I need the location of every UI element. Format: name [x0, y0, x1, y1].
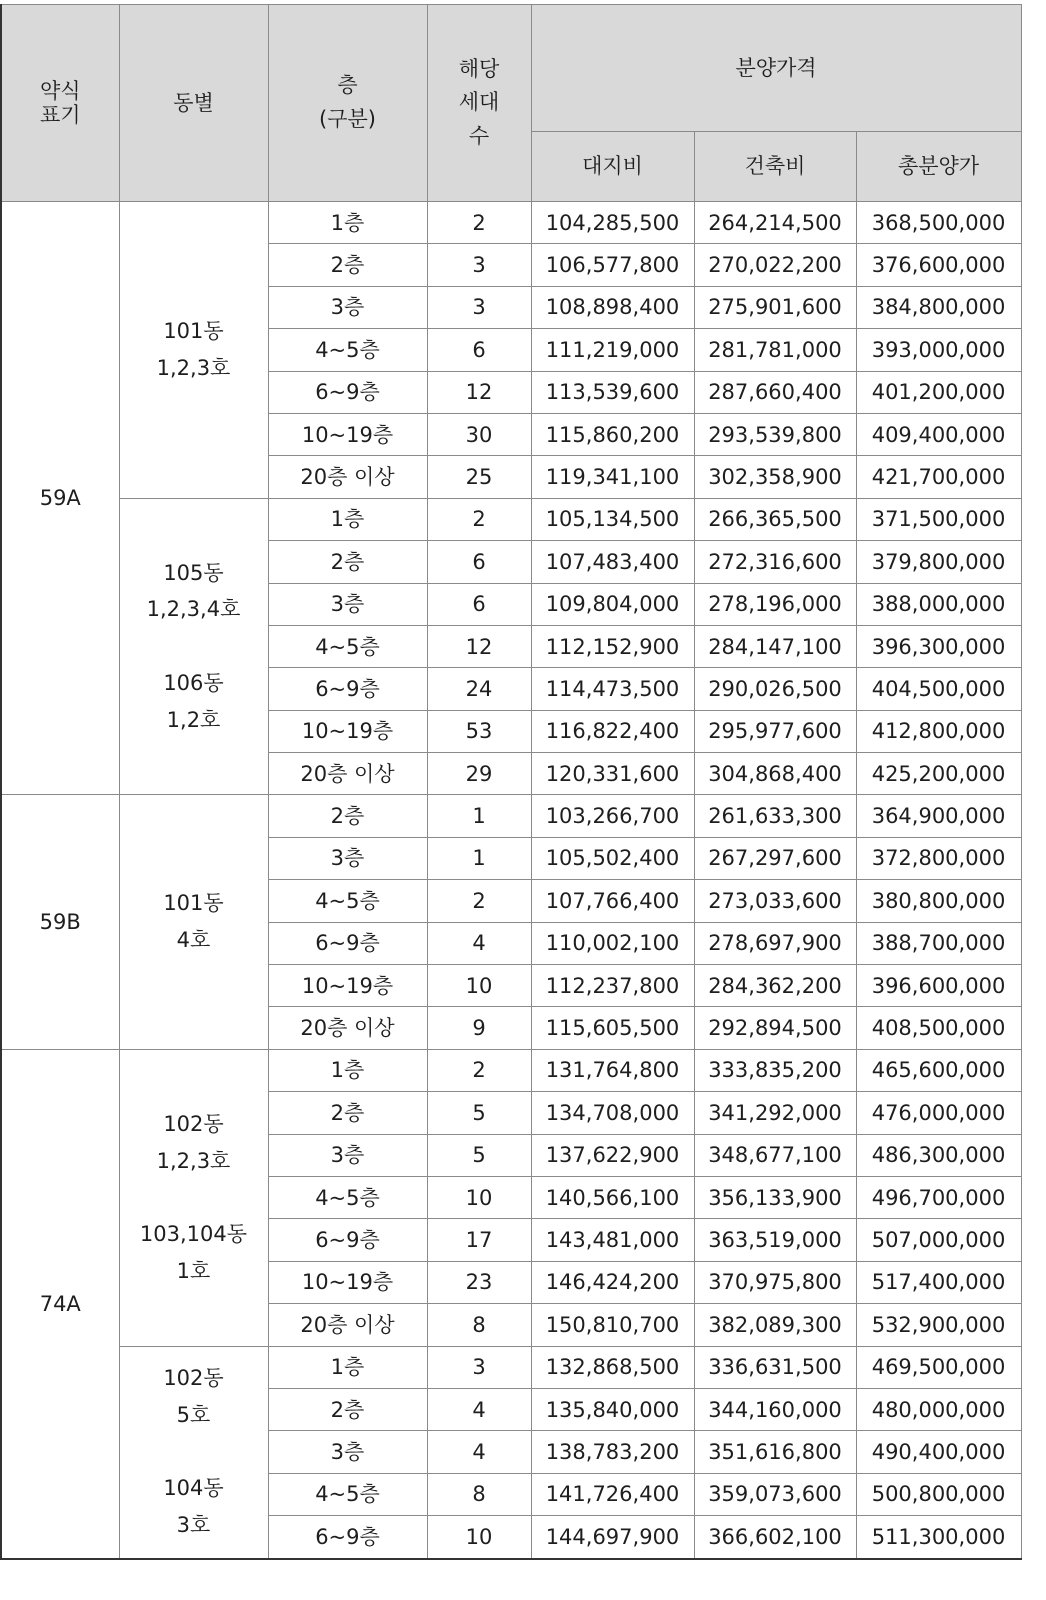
construction-price-cell: 290,026,500: [694, 668, 856, 710]
units-cell: 10: [427, 965, 531, 1007]
units-cell: 1: [427, 795, 531, 837]
construction-price-cell: 270,022,200: [694, 244, 856, 286]
building-cell: 101동 1,2,3호: [119, 202, 268, 499]
construction-price-cell: 264,214,500: [694, 202, 856, 244]
floor-cell: 2층: [268, 1388, 427, 1430]
land-price-cell: 112,152,900: [531, 625, 694, 667]
units-cell: 12: [427, 371, 531, 413]
total-price-cell: 372,800,000: [856, 837, 1021, 879]
units-cell: 30: [427, 413, 531, 455]
land-price-cell: 135,840,000: [531, 1388, 694, 1430]
land-price-cell: 105,134,500: [531, 498, 694, 540]
land-price-cell: 132,868,500: [531, 1346, 694, 1388]
table-header: [1, 5, 1021, 202]
floor-cell: 3층: [268, 583, 427, 625]
total-price-cell: 496,700,000: [856, 1176, 1021, 1218]
land-price-cell: 106,577,800: [531, 244, 694, 286]
land-price-cell: 113,539,600: [531, 371, 694, 413]
land-price-cell: 115,860,200: [531, 413, 694, 455]
total-price-cell: 425,200,000: [856, 753, 1021, 795]
total-price-cell: 404,500,000: [856, 668, 1021, 710]
units-cell: 4: [427, 1388, 531, 1430]
total-price-cell: 368,500,000: [856, 202, 1021, 244]
total-price-cell: 532,900,000: [856, 1304, 1021, 1346]
land-price-cell: 134,708,000: [531, 1092, 694, 1134]
construction-price-cell: 272,316,600: [694, 541, 856, 583]
land-price-cell: 107,766,400: [531, 880, 694, 922]
construction-price-cell: 293,539,800: [694, 413, 856, 455]
land-price-cell: 119,341,100: [531, 456, 694, 498]
building-cell: 101동 4호: [119, 795, 268, 1049]
land-price-cell: 137,622,900: [531, 1134, 694, 1176]
total-price-cell: 511,300,000: [856, 1516, 1021, 1559]
land-price-cell: 114,473,500: [531, 668, 694, 710]
units-cell: 4: [427, 1431, 531, 1473]
units-cell: 5: [427, 1092, 531, 1134]
units-cell: 2: [427, 1049, 531, 1091]
construction-price-cell: 359,073,600: [694, 1473, 856, 1515]
floor-cell: 6~9층: [268, 668, 427, 710]
units-cell: 6: [427, 541, 531, 583]
floor-cell: 1층: [268, 498, 427, 540]
land-price-cell: 107,483,400: [531, 541, 694, 583]
floor-cell: 2층: [268, 244, 427, 286]
construction-price-cell: 348,677,100: [694, 1134, 856, 1176]
header-units: 해당 세대 수: [427, 5, 531, 202]
total-price-cell: 476,000,000: [856, 1092, 1021, 1134]
total-price-cell: 469,500,000: [856, 1346, 1021, 1388]
floor-cell: 10~19층: [268, 965, 427, 1007]
units-cell: 24: [427, 668, 531, 710]
units-cell: 4: [427, 922, 531, 964]
floor-cell: 4~5층: [268, 1176, 427, 1218]
total-price-cell: 490,400,000: [856, 1431, 1021, 1473]
land-price-cell: 111,219,000: [531, 329, 694, 371]
construction-price-cell: 273,033,600: [694, 880, 856, 922]
floor-cell: 4~5층: [268, 1473, 427, 1515]
building-cell: 102동 1,2,3호 103,104동 1호: [119, 1049, 268, 1346]
construction-price-cell: 275,901,600: [694, 286, 856, 328]
construction-price-cell: 261,633,300: [694, 795, 856, 837]
floor-cell: 2층: [268, 795, 427, 837]
header-type: 약식 표기: [1, 5, 119, 202]
floor-cell: 1층: [268, 202, 427, 244]
land-price-cell: 105,502,400: [531, 837, 694, 879]
floor-cell: 20층 이상: [268, 456, 427, 498]
total-price-cell: 384,800,000: [856, 286, 1021, 328]
total-price-cell: 364,900,000: [856, 795, 1021, 837]
units-cell: 29: [427, 753, 531, 795]
header-total: 총분양가: [856, 132, 1021, 202]
units-cell: 10: [427, 1176, 531, 1218]
construction-price-cell: 304,868,400: [694, 753, 856, 795]
construction-price-cell: 351,616,800: [694, 1431, 856, 1473]
type-cell: 74A: [1, 1049, 119, 1558]
total-price-cell: 396,300,000: [856, 625, 1021, 667]
construction-price-cell: 302,358,900: [694, 456, 856, 498]
header-price: 분양가격: [531, 5, 1021, 132]
units-cell: 53: [427, 710, 531, 752]
floor-cell: 6~9층: [268, 1219, 427, 1261]
units-cell: 3: [427, 1346, 531, 1388]
building-cell: 102동 5호 104동 3호: [119, 1346, 268, 1558]
total-price-cell: 380,800,000: [856, 880, 1021, 922]
units-cell: 2: [427, 202, 531, 244]
construction-price-cell: 295,977,600: [694, 710, 856, 752]
total-price-cell: 396,600,000: [856, 965, 1021, 1007]
floor-cell: 6~9층: [268, 922, 427, 964]
floor-cell: 2층: [268, 541, 427, 583]
construction-price-cell: 266,365,500: [694, 498, 856, 540]
floor-cell: 4~5층: [268, 329, 427, 371]
construction-price-cell: 284,147,100: [694, 625, 856, 667]
construction-price-cell: 382,089,300: [694, 1304, 856, 1346]
units-cell: 6: [427, 583, 531, 625]
land-price-cell: 103,266,700: [531, 795, 694, 837]
units-cell: 3: [427, 244, 531, 286]
floor-cell: 20층 이상: [268, 1304, 427, 1346]
total-price-cell: 409,400,000: [856, 413, 1021, 455]
construction-price-cell: 356,133,900: [694, 1176, 856, 1218]
total-price-cell: 465,600,000: [856, 1049, 1021, 1091]
table-row: [1, 1346, 1021, 1388]
construction-price-cell: 366,602,100: [694, 1516, 856, 1559]
header-land: 대지비: [531, 132, 694, 202]
land-price-cell: 150,810,700: [531, 1304, 694, 1346]
construction-price-cell: 370,975,800: [694, 1261, 856, 1303]
header-building: 동별: [119, 5, 268, 202]
floor-cell: 6~9층: [268, 1516, 427, 1559]
total-price-cell: 408,500,000: [856, 1007, 1021, 1049]
floor-cell: 3층: [268, 286, 427, 328]
land-price-cell: 138,783,200: [531, 1431, 694, 1473]
floor-cell: 10~19층: [268, 710, 427, 752]
units-cell: 12: [427, 625, 531, 667]
price-table: [0, 4, 1022, 1560]
land-price-cell: 146,424,200: [531, 1261, 694, 1303]
land-price-cell: 110,002,100: [531, 922, 694, 964]
header-floor: 층 (구분): [268, 5, 427, 202]
total-price-cell: 517,400,000: [856, 1261, 1021, 1303]
land-price-cell: 143,481,000: [531, 1219, 694, 1261]
total-price-cell: 379,800,000: [856, 541, 1021, 583]
construction-price-cell: 341,292,000: [694, 1092, 856, 1134]
units-cell: 17: [427, 1219, 531, 1261]
land-price-cell: 144,697,900: [531, 1516, 694, 1559]
land-price-cell: 115,605,500: [531, 1007, 694, 1049]
total-price-cell: 388,700,000: [856, 922, 1021, 964]
construction-price-cell: 278,697,900: [694, 922, 856, 964]
total-price-cell: 480,000,000: [856, 1388, 1021, 1430]
total-price-cell: 376,600,000: [856, 244, 1021, 286]
land-price-cell: 109,804,000: [531, 583, 694, 625]
units-cell: 10: [427, 1516, 531, 1559]
units-cell: 8: [427, 1473, 531, 1515]
units-cell: 9: [427, 1007, 531, 1049]
header-construction: 건축비: [694, 132, 856, 202]
land-price-cell: 120,331,600: [531, 753, 694, 795]
construction-price-cell: 336,631,500: [694, 1346, 856, 1388]
floor-cell: 6~9층: [268, 371, 427, 413]
construction-price-cell: 344,160,000: [694, 1388, 856, 1430]
land-price-cell: 141,726,400: [531, 1473, 694, 1515]
units-cell: 6: [427, 329, 531, 371]
floor-cell: 10~19층: [268, 413, 427, 455]
floor-cell: 20층 이상: [268, 753, 427, 795]
land-price-cell: 112,237,800: [531, 965, 694, 1007]
construction-price-cell: 292,894,500: [694, 1007, 856, 1049]
units-cell: 23: [427, 1261, 531, 1303]
construction-price-cell: 281,781,000: [694, 329, 856, 371]
table-row: [1, 498, 1021, 540]
table-row: [1, 1049, 1021, 1091]
total-price-cell: 388,000,000: [856, 583, 1021, 625]
construction-price-cell: 363,519,000: [694, 1219, 856, 1261]
table-row: [1, 202, 1021, 244]
total-price-cell: 507,000,000: [856, 1219, 1021, 1261]
units-cell: 5: [427, 1134, 531, 1176]
table-body: [1, 202, 1021, 1559]
land-price-cell: 116,822,400: [531, 710, 694, 752]
floor-cell: 4~5층: [268, 625, 427, 667]
construction-price-cell: 267,297,600: [694, 837, 856, 879]
total-price-cell: 393,000,000: [856, 329, 1021, 371]
land-price-cell: 104,285,500: [531, 202, 694, 244]
total-price-cell: 500,800,000: [856, 1473, 1021, 1515]
total-price-cell: 421,700,000: [856, 456, 1021, 498]
building-cell: 105동 1,2,3,4호 106동 1,2호: [119, 498, 268, 795]
land-price-cell: 140,566,100: [531, 1176, 694, 1218]
units-cell: 2: [427, 880, 531, 922]
floor-cell: 2층: [268, 1092, 427, 1134]
floor-cell: 20층 이상: [268, 1007, 427, 1049]
construction-price-cell: 333,835,200: [694, 1049, 856, 1091]
construction-price-cell: 287,660,400: [694, 371, 856, 413]
units-cell: 2: [427, 498, 531, 540]
type-cell: 59A: [1, 202, 119, 795]
floor-cell: 4~5층: [268, 880, 427, 922]
floor-cell: 10~19층: [268, 1261, 427, 1303]
land-price-cell: 108,898,400: [531, 286, 694, 328]
units-cell: 25: [427, 456, 531, 498]
construction-price-cell: 278,196,000: [694, 583, 856, 625]
floor-cell: 1층: [268, 1049, 427, 1091]
total-price-cell: 401,200,000: [856, 371, 1021, 413]
table-row: [1, 795, 1021, 837]
floor-cell: 3층: [268, 1134, 427, 1176]
floor-cell: 3층: [268, 837, 427, 879]
land-price-cell: 131,764,800: [531, 1049, 694, 1091]
units-cell: 1: [427, 837, 531, 879]
floor-cell: 1층: [268, 1346, 427, 1388]
units-cell: 3: [427, 286, 531, 328]
construction-price-cell: 284,362,200: [694, 965, 856, 1007]
type-cell: 59B: [1, 795, 119, 1049]
units-cell: 8: [427, 1304, 531, 1346]
floor-cell: 3층: [268, 1431, 427, 1473]
total-price-cell: 412,800,000: [856, 710, 1021, 752]
total-price-cell: 371,500,000: [856, 498, 1021, 540]
total-price-cell: 486,300,000: [856, 1134, 1021, 1176]
